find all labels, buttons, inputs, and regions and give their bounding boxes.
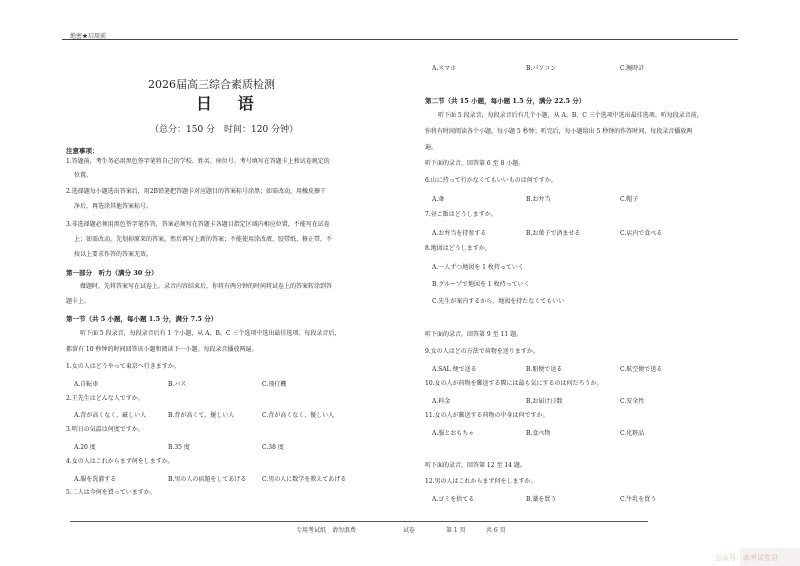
question-8: 8.地図はどうしますか。	[425, 245, 491, 252]
q5-option-c: C.腕時計	[620, 65, 645, 72]
section1-intro-line-2: 都留有 10 秒钟的时间回答该小题和阅读下一小题。每段录音播放两遍。	[66, 346, 258, 353]
part1-intro-line-2: 题卡上。	[66, 298, 91, 305]
question-12: 12.男の人はこれからまず何をしますか。	[425, 478, 537, 485]
question-11: 11.女の人が郵送する荷物の中身は何ですか。	[425, 412, 549, 419]
q6-option-a: A.傘	[432, 196, 445, 203]
section2-intro-line-1: 听下面 5 段录音，每段录音后有几个小题，从 A、B、C 三个选项中选出最佳选项。听每段录音前，	[438, 112, 703, 119]
q2-option-c: C.背が高くなく、優しい人	[262, 412, 335, 419]
section2-intro-line-3: 遍。	[425, 144, 438, 151]
q5-option-b: B.パソコン	[526, 65, 557, 72]
q10-option-a: A.料金	[432, 398, 451, 405]
watermark: 公众号：高考试卷君	[715, 554, 778, 562]
q12-option-c: C.牛乳を買う	[620, 496, 657, 503]
q4-option-a: A.服を洗濯する	[74, 476, 117, 483]
subject-title: 日 语	[196, 94, 264, 113]
footer-paper-label: 试卷	[403, 527, 416, 534]
note-2-line-2: 净后，再选涂其他答案标号。	[74, 203, 153, 210]
q7-option-c: C.店内で食べる	[620, 230, 663, 237]
question-3: 3.明日の気温は何度ですか。	[66, 426, 144, 433]
group3-lead: 听下面的录音，回答第 12 至 14 题。	[425, 462, 526, 469]
section1-intro-line-1: 听下面 5 段录音，每段录音后有 1 个小题，从 A、B、C 三个选项中选出最佳选项。每段录音后，	[80, 330, 341, 337]
q11-option-b: B.食べ物	[526, 430, 551, 437]
score-info: （总分：150 分 时间：120 分钟）	[150, 125, 299, 135]
note-2-line-1: 2.选择题每小题选出答案后，用2B铅笔把答题卡对应题目的答案标号涂黑；如需改动，用橡皮擦干	[66, 188, 326, 195]
note-3-line-3: 按以上要求作答的答案无效。	[74, 251, 153, 258]
question-2: 2.王先生はどんな人ですか。	[66, 395, 144, 402]
note-3-line-2: 上；如需改动，先划掉原来的答案，然后再写上新的答案；不能使用涂改液、胶带纸、修正带，不	[74, 236, 333, 243]
exam-title: 2026届高三综合素质检测	[148, 78, 275, 91]
q1-option-a: A.自転車	[74, 381, 99, 388]
q3-option-a: A.20 度	[74, 444, 96, 451]
q9-option-b: B.船便で送る	[526, 366, 563, 373]
footer-total-pages: 共 6 页	[486, 527, 506, 534]
question-4: 4.女の人はこれからまず何をしますか。	[66, 458, 174, 465]
part1-heading: 第一部分 听力（满分 30 分）	[66, 269, 158, 277]
q1-option-c: C.飛行機	[262, 381, 287, 388]
q12-option-b: B.薬を買う	[526, 496, 557, 503]
q2-option-a: A.背が高くなく、厳しい人	[74, 412, 147, 419]
group2-lead: 听下面的录音，回答第 9 至 11 题。	[425, 331, 523, 338]
section2-heading: 第二节（共 15 小题，每小题 1.5 分，满分 22.5 分）	[425, 97, 586, 105]
q8-option-a: A.一人ずつ地図を 1 枚持っていく	[432, 264, 524, 271]
q12-option-a: A.ゴミを捨てる	[432, 496, 475, 503]
question-7: 7.昼ご飯はどうしますか。	[425, 211, 497, 218]
question-9: 9.女の人はどの方法で荷物を送りますか。	[425, 348, 539, 355]
q10-option-b: B.お届け日数	[526, 398, 563, 405]
q2-option-b: B.背が高くて、優しい人	[168, 412, 235, 419]
q8-option-c: C.先生が案内するから、地図を持たなくてもいい	[432, 298, 565, 305]
q4-option-b: B.男の人の宿題をしてあげる	[168, 476, 247, 483]
note-1-line-1: 1.答题前，考生务必用黑色签字笔将自己的学校、姓名、座位号、考号填写在答题卡上和试卷规定的	[66, 158, 330, 165]
q6-option-b: B.お弁当	[526, 196, 551, 203]
notes-heading: 注意事项：	[66, 147, 99, 155]
q11-option-c: C.化粧品	[620, 430, 645, 437]
footer-page-number: 第 1 页	[446, 527, 466, 534]
question-5: 5.二人は今何を買っていますか。	[66, 489, 156, 496]
q7-option-b: B.お菓子で済ませる	[526, 230, 581, 237]
q3-option-c: C.38 度	[262, 444, 284, 451]
top-divider	[62, 39, 738, 40]
note-1-line-2: 位置。	[74, 172, 93, 179]
q1-option-b: B.バス	[168, 381, 187, 388]
group1-lead: 听下面的录音，回答第 6 至 8 小题。	[425, 160, 525, 167]
bottom-divider	[70, 521, 648, 522]
section1-heading: 第一节（共 5 小题，每小题 1.5 分，满分 7.5 分）	[66, 315, 218, 323]
q3-option-b: B.35 度	[168, 444, 190, 451]
footer-exam-paper: 专用考试纸 请勿浪费	[296, 527, 357, 534]
q8-option-b: B.グループで地図を 1 枚持っていく	[432, 281, 530, 288]
q4-option-c: C.男の人に数学を教えてあげる	[262, 476, 347, 483]
section2-intro-line-2: 你将有时间阅读各个小题，每小题 5 秒钟；听完后，每小题给出 5 秒钟的作答时间，每段录音播放两	[425, 128, 693, 135]
question-10: 10.女の人が荷物を郵送する際には最も気にするのは何だろうか。	[425, 380, 603, 387]
note-3-line-1: 3.非选择题必须用黑色签字笔作答，答案必须写在答题卡各题目指定区域内相应位置，不能写在试卷	[66, 221, 330, 228]
q6-option-c: C.帽子	[620, 196, 639, 203]
q9-option-a: A.SAL 便で送る	[432, 366, 477, 373]
q5-option-a: A.スマホ	[432, 65, 457, 72]
q9-option-c: C.航空便で送る	[620, 366, 663, 373]
q11-option-a: A.服とおもちゃ	[432, 430, 475, 437]
secret-label: 绝密★启用前	[70, 33, 107, 40]
q7-option-a: A.お弁当を持参する	[432, 230, 487, 237]
question-6: 6.山に持って行かなくてもいいものは何ですか。	[425, 177, 557, 184]
q10-option-c: C.安全性	[620, 398, 645, 405]
part1-intro-line-1: 做题时，先将答案写在试卷上。录音内容结束后，你将有两分钟的时间将试卷上的答案转涂到答	[80, 283, 333, 290]
question-1: 1.女の人はどうやって東京へ行きますか。	[66, 363, 180, 370]
